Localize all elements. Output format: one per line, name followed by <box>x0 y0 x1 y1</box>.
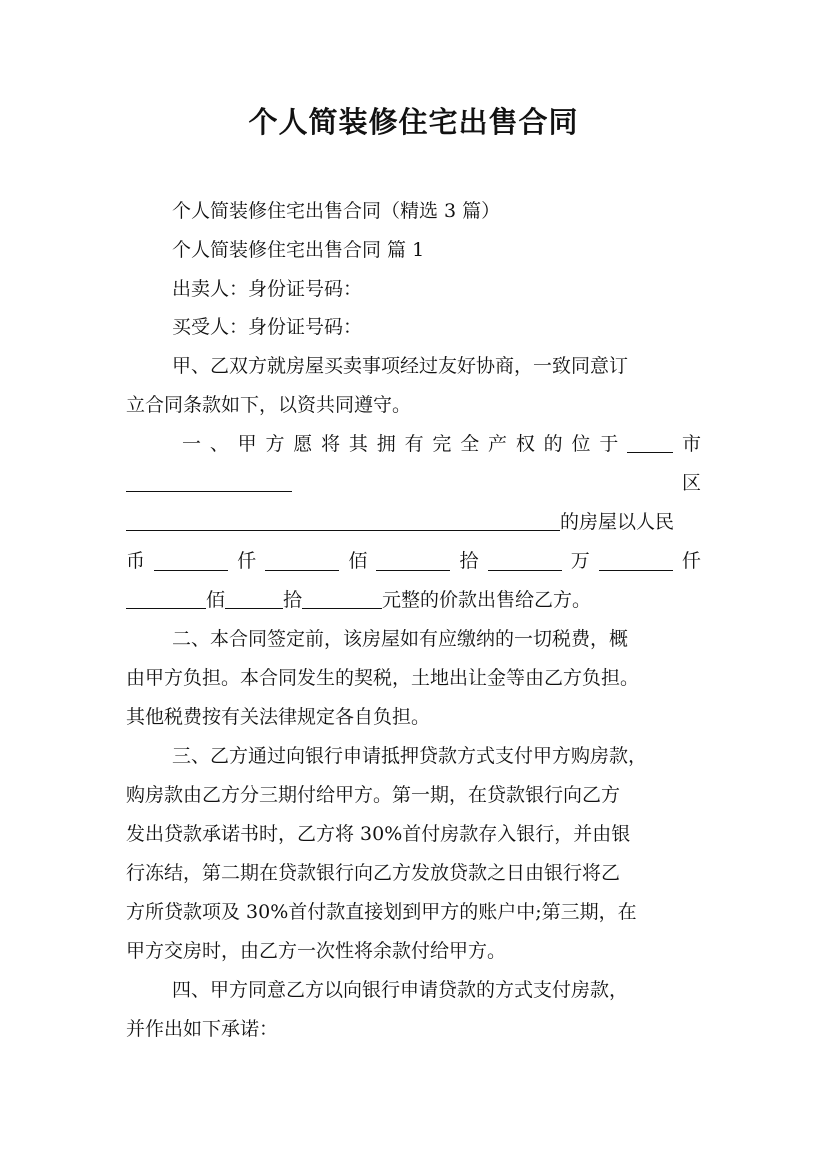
clause-1-text: 市 <box>673 433 701 455</box>
clause-1-text: 一、甲方愿将其拥有完全产权的位于 <box>182 433 628 455</box>
clause-1-line-4 <box>126 542 701 580</box>
clause-1-text: 拾 <box>283 589 303 611</box>
blank-field <box>302 590 382 609</box>
clause-1-text: 仟 <box>237 550 257 572</box>
blank-field <box>599 552 673 571</box>
clause-1-text: 区 <box>681 472 701 494</box>
clause-1-text: 币 <box>126 550 146 572</box>
blank-field <box>376 552 450 571</box>
clause-1-text: 拾 <box>459 550 479 572</box>
paragraph-line: 由甲方负担。本合同发生的契税，土地出让金等由乙方负担。 <box>126 667 640 689</box>
blank-field <box>126 512 560 531</box>
paragraph-line: 发出贷款承诺书时，乙方将 30%首付房款存入银行，并由银 <box>126 823 631 845</box>
clause-1-text: 佰 <box>206 589 226 611</box>
blank-field <box>126 473 292 492</box>
clause-1-text: 佰 <box>348 550 368 572</box>
paragraph-line: 并作出如下承诺： <box>126 1018 279 1040</box>
blank-field <box>225 590 283 609</box>
paragraph-line: 甲方交房时，由乙方一次性将余款付给甲方。 <box>126 940 507 962</box>
paragraph-line: 其他税费按有关法律规定各自负担。 <box>126 706 431 728</box>
blank-field <box>154 552 228 571</box>
blank-field <box>126 590 206 609</box>
paragraph-line: 买受人：身份证号码： <box>172 316 363 338</box>
paragraph-line: 购房款由乙方分三期付给甲方。第一期，在贷款银行向乙方 <box>126 784 621 806</box>
clause-1-line-5 <box>126 581 701 619</box>
clause-1-text: 仟 <box>681 550 701 572</box>
paragraph-line: 四、甲方同意乙方以向银行申请贷款的方式支付房款， <box>172 979 629 1001</box>
blank-field <box>627 434 673 453</box>
clause-1-line-1 <box>126 425 701 463</box>
blank-field <box>488 552 562 571</box>
clause-1-line-2 <box>126 464 701 502</box>
paragraph-line: 甲、乙双方就房屋买卖事项经过友好协商，一致同意订 <box>172 355 629 377</box>
paragraph-line: 方所贷款项及 30%首付款直接划到甲方的账户中;第三期，在 <box>126 901 637 923</box>
paragraph-line: 个人简装修住宅出售合同（精选 3 篇） <box>172 200 501 222</box>
paragraph-line: 出卖人：身份证号码： <box>172 278 363 300</box>
clause-1-text: 万 <box>570 550 590 572</box>
clause-1-text: 元整的价款出售给乙方。 <box>382 589 592 611</box>
paragraph-line: 三、乙方通过向银行申请抵押贷款方式支付甲方购房款， <box>172 745 648 767</box>
clause-1-line-3 <box>126 503 701 541</box>
paragraph-line: 二、本合同签定前，该房屋如有应缴纳的一切税费，概 <box>172 628 629 650</box>
paragraph-line: 行冻结，第二期在贷款银行向乙方发放贷款之日由银行将乙 <box>126 862 621 884</box>
clause-1-text: 的房屋以人民 <box>560 511 675 533</box>
document-title: 个人简装修住宅出售合同 <box>248 105 579 139</box>
paragraph-line: 立合同条款如下，以资共同遵守。 <box>126 394 412 416</box>
blank-field <box>265 552 339 571</box>
paragraph-line: 个人简装修住宅出售合同 篇 1 <box>172 239 425 261</box>
